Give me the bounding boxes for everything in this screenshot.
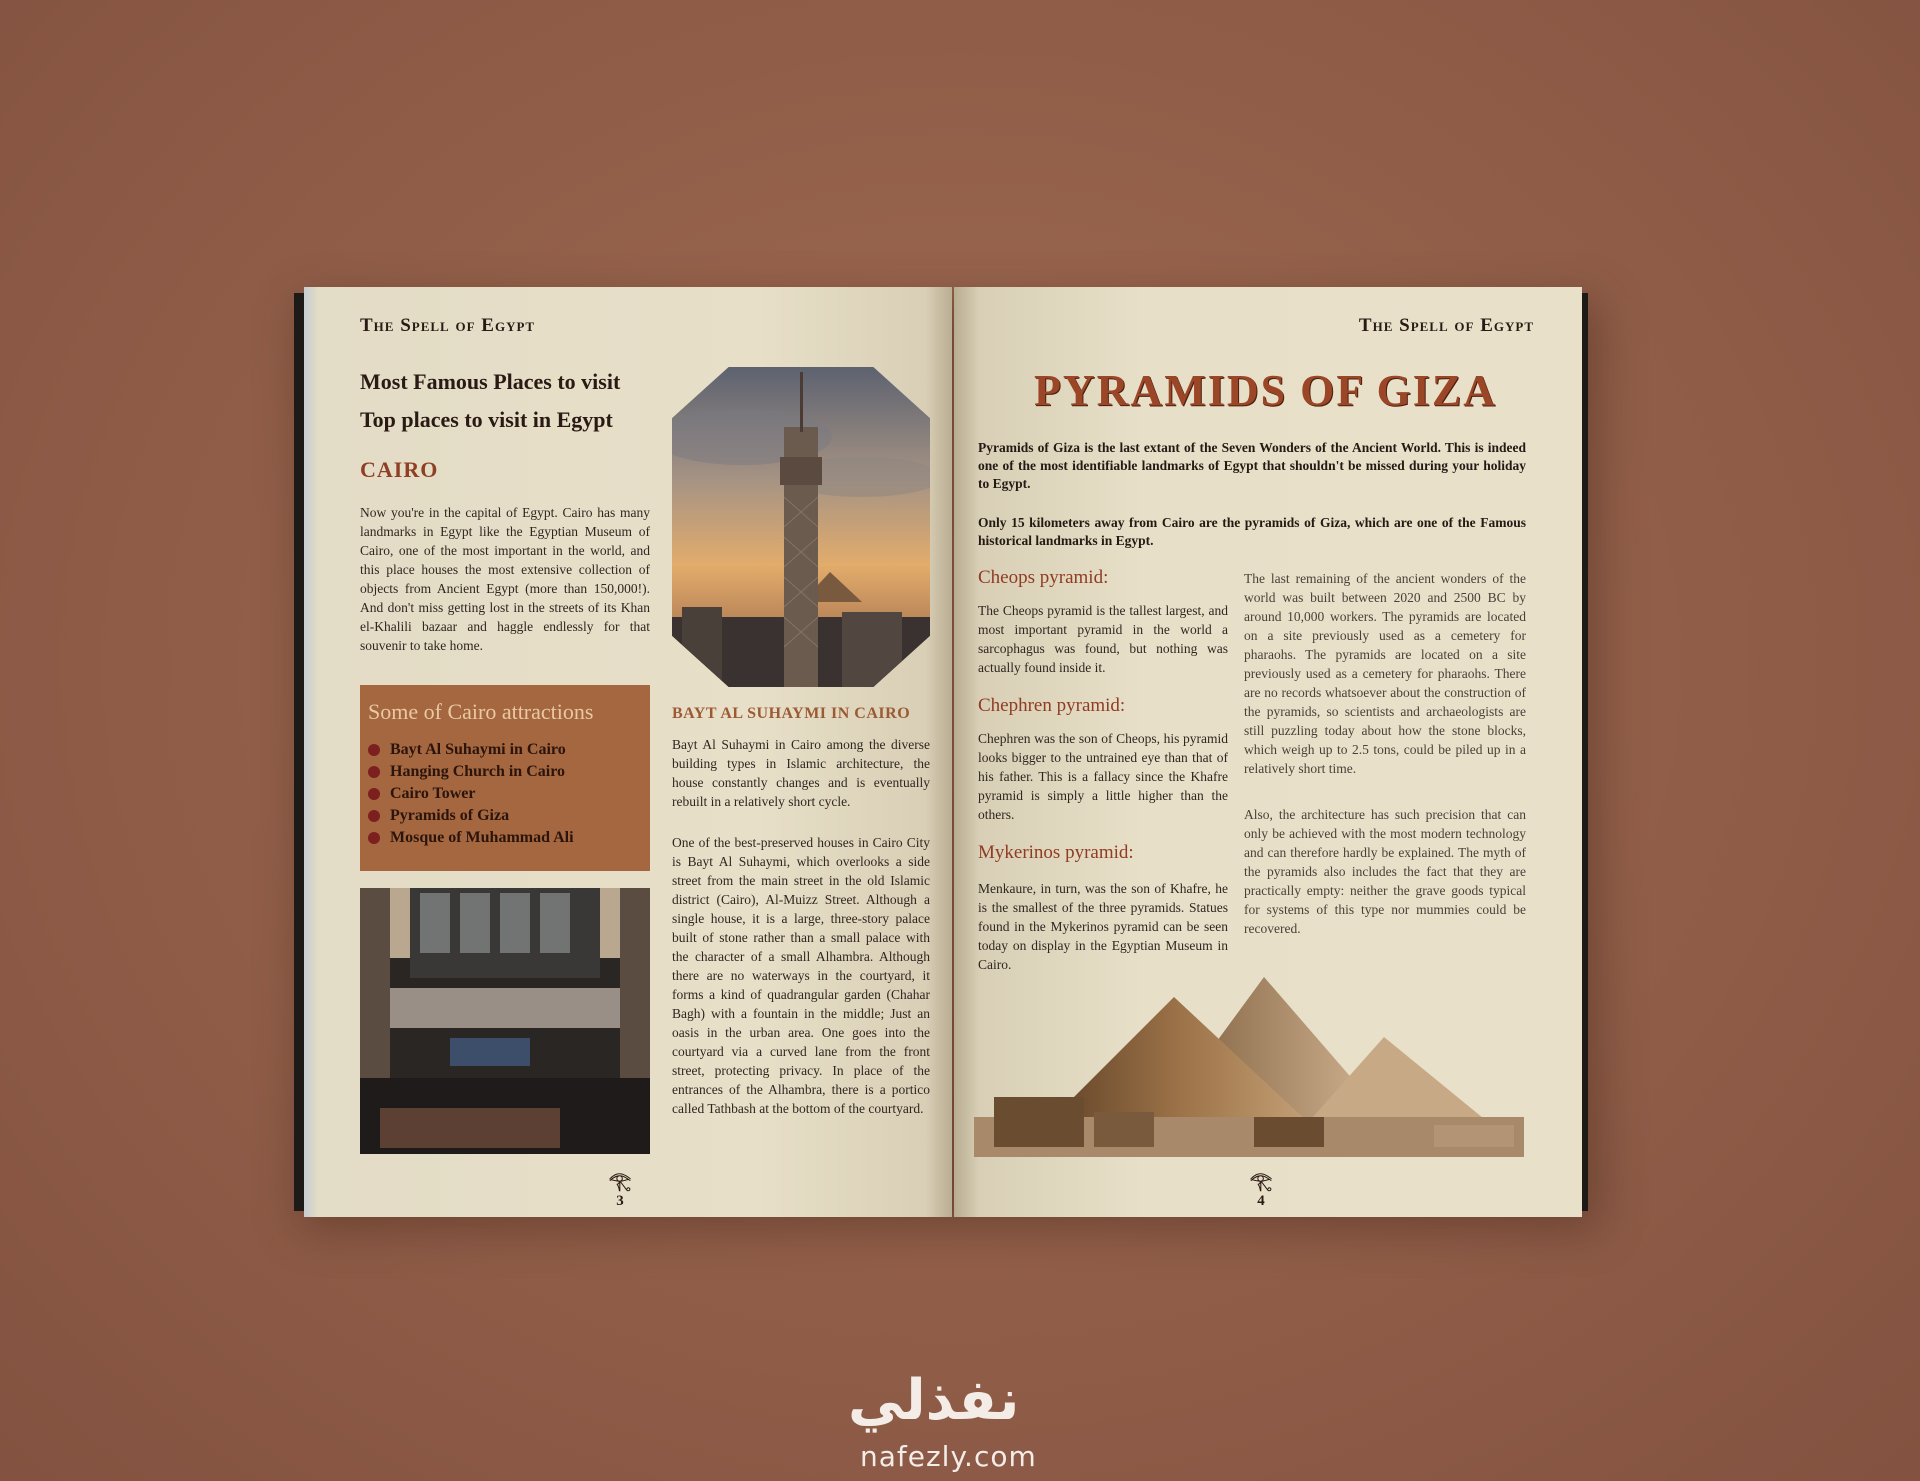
mykerinos-paragraph: Menkaure, in turn, was the son of Khafre, he is the smallest of the three pyramids. Statues found in the Mykerinos pyramid can be seen today on display in the Egyptian Museum in Cairo. [978,881,1228,972]
watermark-arabic: نفذلي [848,1368,1020,1433]
attractions-title: Some of Cairo attractions [368,699,594,724]
bayt-interior-photo [360,888,650,1154]
open-booklet [294,287,1594,1217]
list-item: Mosque of Muhammad Ali [368,827,574,849]
intro-paragraph-2: Only 15 kilometers away from Cairo are the pyramids of Giza, which are one of the Famous historical landmarks in Egypt. [978,515,1526,548]
eye-of-horus-icon: 𓂀 [1249,1171,1273,1191]
cheops-title: Cheops pyramid: [978,567,1109,588]
list-item: Hanging Church in Cairo [368,761,574,783]
right-page [954,287,1582,1217]
list-item: Pyramids of Giza [368,805,574,827]
running-head-left: The Spell of Egypt [360,315,536,336]
bayt-title: BAYT AL SUHAYMI IN CAIRO [672,705,911,722]
cairo-tower-photo [672,367,930,687]
attractions-list [368,739,574,849]
cheops-paragraph: The Cheops pyramid is the tallest largest, and most important pyramid in the world a sarcophagus was found, but nothing was actually found inside it. [978,603,1228,675]
cairo-paragraph: Now you're in the capital of Egypt. Cairo has many landmarks in Egypt like the Egyptian Museum of Cairo, one of the most important in the world, and this place houses the most extensive collection of objects from Ancient Egypt (more than 150,000!). And don't miss getting lost in the streets of its Khan el-Khalili bazaar and haggle endlessly for that souvenir to take home. [360,505,650,653]
heading-most-famous: Most Famous Places to visit [360,369,621,394]
chephren-paragraph: Chephren was the son of Cheops, his pyramid looks bigger to the untrained eye than that of his father. This is a fallacy since the Khafre pyramid is simply a little higher than the others. [978,731,1228,822]
bullet-icon [368,744,380,756]
pyramids-title: PYRAMIDS OF GIZA [1034,366,1498,415]
bayt-paragraph-2: One of the best-preserved houses in Cairo City is Bayt Al Suhaymi, which overlooks a side street from the main street in the old Islamic district (Cairo), Al-Muizz Street. Although a single house, it is a large, three-story palace built of stone rather than a small palace with the character of a small Alhambra. Although there are no waterways in the courtyard, it forms a kind of quadrangular garden (Chahar Bagh) with a fountain in the middle; Just an oasis in the urban area. One goes into the courtyard via a curved lane from the front street, protecting privacy. In place of the entrances of the Alhambra, there is a portico called Tathbash at the bottom of the courtyard. [672,835,930,1116]
chephren-title: Chephren pyramid: [978,695,1126,716]
bullet-icon [368,832,380,844]
col2-paragraph-2: Also, the architecture has such precision that can only be achieved with the most modern technology and can therefore hardly be explained. The myth of the pyramids also includes the fact that they are practically empty: neither the grave goods typical for systems of this type nor mummies could be recovered. [1244,807,1526,936]
mykerinos-title: Mykerinos pyramid: [978,842,1134,863]
bullet-icon [368,788,380,800]
pyramids-photo [974,977,1524,1157]
section-title-cairo: CAIRO [360,457,439,482]
col2-paragraph-1: The last remaining of the ancient wonders of the world was built between 2020 and 2500 BC by around 10,000 workers. The pyramids are located on a site previously used as a cemetery for pharaohs. The pyramids are located on a site previously used as a cemetery for pharaohs. There are no records whatsoever about the construction of the pyramids, so scientists and archaeologists are still puzzling today about how the stone blocks, which weigh up to 2.5 tons, could be piled up in a relatively short time. [1244,571,1526,776]
bullet-icon [368,766,380,778]
left-page [304,287,952,1217]
heading-top-places: Top places to visit in Egypt [360,407,613,432]
bullet-icon [368,810,380,822]
page-number-right: 𓂀 4 [1241,1163,1281,1210]
watermark-latin: nafezly.com [860,1440,1037,1473]
bayt-paragraph-1: Bayt Al Suhaymi in Cairo among the diverse building types in Islamic architecture, the house constantly changes and is eventually rebuilt in a relatively short cycle. [672,737,930,809]
eye-of-horus-icon: 𓂀 [608,1171,632,1191]
intro-paragraph-1: Pyramids of Giza is the last extant of the Seven Wonders of the Ancient World. This is indeed one of the most identifiable landmarks of Egypt that shouldn't be missed during your holiday to Egypt. [978,440,1526,491]
running-head-right: The Spell of Egypt [1358,315,1534,336]
attractions-box [360,685,650,871]
list-item: Cairo Tower [368,783,574,805]
page-number-left: 𓂀 3 [600,1163,640,1210]
list-item: Bayt Al Suhaymi in Cairo [368,739,574,761]
